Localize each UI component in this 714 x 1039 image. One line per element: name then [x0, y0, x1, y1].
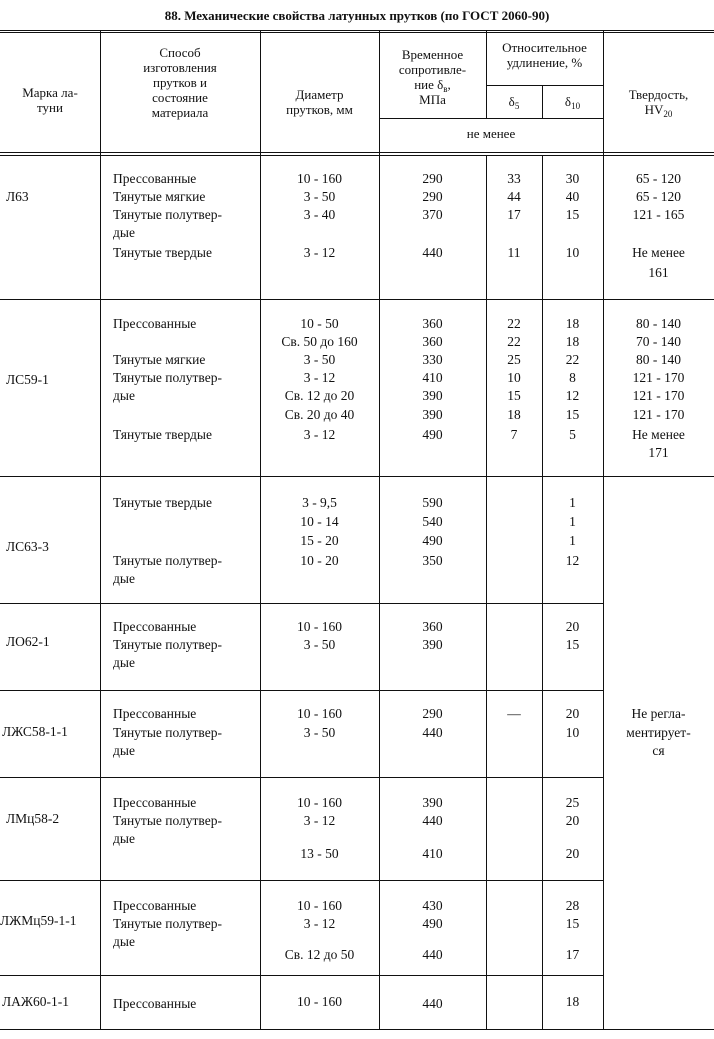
d10-cell: 5: [569, 427, 576, 442]
table-title: 88. Механические свойства латунных прутков (по ГОСТ 2060-90): [164, 8, 550, 23]
method-cell: Прессованные: [113, 316, 197, 331]
d10-cell: 10: [565, 725, 580, 740]
d10-cell: 18: [565, 316, 580, 331]
d10-cell: 12: [565, 388, 580, 403]
method-cell: дые: [113, 743, 135, 758]
diameter-cell: 15 - 20: [300, 533, 339, 548]
hardness-cell: 121 - 170: [632, 370, 685, 385]
d10-cell: 20: [565, 813, 580, 828]
header-method: Способ изготовления прутков и состояние материала: [143, 45, 217, 120]
strength-cell: 330: [422, 352, 443, 367]
diameter-cell: 10 - 160: [297, 994, 342, 1009]
method-cell: Тянутые полутвер-: [113, 916, 222, 931]
d10-cell: 15: [565, 207, 580, 222]
grade-label: ЛЖС58-1-1: [2, 724, 68, 739]
hardness-cell: 171: [648, 445, 669, 460]
method-cell: Прессованные: [113, 706, 197, 721]
hardness-note: ментирует-: [626, 725, 691, 740]
method-cell: Прессованные: [113, 898, 197, 913]
method-cell: Тянутые твердые: [113, 245, 212, 260]
diameter-cell: 3 - 50: [303, 725, 336, 740]
d5-cell: 22: [507, 334, 521, 349]
diameter-cell: 3 - 50: [303, 352, 336, 367]
method-cell: Тянутые полутвер-: [113, 553, 222, 568]
header-strength: Временное сопротивле- ние $\delta_в$, МПа: [398, 47, 467, 107]
method-cell: Тянутые полутвер-: [113, 813, 222, 828]
d10-cell: 1: [569, 495, 576, 510]
method-cell: Прессованные: [113, 996, 197, 1011]
grade-label: ЛЖМц59-1-1: [0, 913, 77, 928]
header-diameter: Диаметр прутков, мм: [286, 87, 353, 117]
d5-cell: 7: [510, 427, 518, 442]
header-hardness: Твердость, $HV_{20}$: [628, 87, 689, 119]
strength-cell: 360: [422, 619, 443, 634]
d10-cell: 17: [565, 947, 580, 962]
method-cell: дые: [113, 225, 135, 240]
d5-cell: 17: [507, 207, 521, 222]
method-cell: Тянутые полутвер-: [113, 207, 222, 222]
hardness-cell: 80 - 140: [636, 352, 681, 367]
strength-cell: 370: [422, 207, 443, 222]
method-cell: дые: [113, 388, 135, 403]
strength-cell: 390: [422, 637, 443, 652]
diameter-cell: 3 - 12: [303, 370, 336, 385]
method-cell: Прессованные: [113, 619, 197, 634]
d5-cell: 11: [507, 245, 521, 260]
strength-cell: 440: [422, 996, 443, 1011]
hardness-cell: Не менее: [632, 427, 685, 442]
strength-cell: 290: [422, 706, 443, 721]
hardness-cell: 121 - 170: [632, 407, 685, 422]
strength-cell: 360: [422, 316, 443, 331]
d10-cell: 8: [569, 370, 576, 385]
strength-cell: 440: [422, 947, 443, 962]
diameter-cell: 10 - 50: [300, 316, 339, 331]
method-cell: дые: [113, 934, 135, 949]
method-cell: Прессованные: [113, 171, 197, 186]
header-elongation: Относительное удлинение, %: [502, 40, 587, 70]
method-cell: Прессованные: [113, 795, 197, 810]
strength-cell: 540: [422, 514, 443, 529]
d5-cell: 18: [507, 407, 521, 422]
hardness-cell: 121 - 165: [632, 207, 685, 222]
d10-cell: 20: [565, 846, 580, 861]
d10-cell: 30: [565, 171, 580, 186]
d10-cell: 20: [565, 706, 580, 721]
strength-cell: 350: [422, 553, 443, 568]
hardness-note: ся: [652, 743, 665, 758]
method-cell: Тянутые полутвер-: [113, 370, 222, 385]
d5-cell: 22: [507, 316, 521, 331]
diameter-cell: 10 - 14: [300, 514, 339, 529]
diameter-cell: 3 - 50: [303, 189, 336, 204]
hardness-note: Не регла-: [631, 706, 686, 721]
method-cell: Тянутые полутвер-: [113, 725, 222, 740]
strength-cell: 440: [422, 813, 443, 828]
grade-label: ЛС63-3: [6, 539, 49, 554]
grade-label: Л63: [6, 189, 29, 204]
strength-cell: 440: [422, 725, 443, 740]
method-cell: Тянутые твердые: [113, 495, 212, 510]
diameter-cell: 3 - 12: [303, 813, 336, 828]
method-cell: Тянутые мягкие: [113, 352, 206, 367]
d5-cell: 15: [507, 388, 521, 403]
strength-cell: 360: [422, 334, 443, 349]
header-d5: $\delta_5$: [508, 94, 520, 111]
hardness-cell: 65 - 120: [636, 189, 681, 204]
hardness-cell: 65 - 120: [636, 171, 681, 186]
diameter-cell: 10 - 20: [300, 553, 339, 568]
method-cell: Тянутые полутвер-: [113, 637, 222, 652]
diameter-cell: 13 - 50: [300, 846, 339, 861]
method-cell: Тянутые твердые: [113, 427, 212, 442]
d5-dash: —: [507, 706, 521, 721]
diameter-cell: Св. 20 до 40: [284, 407, 355, 422]
hardness-cell: 121 - 170: [632, 388, 685, 403]
d10-cell: 20: [565, 619, 580, 634]
diameter-cell: 3 - 12: [303, 916, 336, 931]
d10-cell: 1: [569, 514, 576, 529]
diameter-cell: 10 - 160: [297, 795, 342, 810]
d10-cell: 12: [565, 553, 580, 568]
strength-cell: 430: [422, 898, 443, 913]
diameter-cell: 3 - 12: [303, 427, 336, 442]
grade-label: ЛМц58-2: [6, 811, 60, 826]
hardness-cell: 80 - 140: [636, 316, 681, 331]
strength-cell: 290: [422, 171, 443, 186]
d5-cell: 44: [507, 189, 521, 204]
strength-cell: 390: [422, 407, 443, 422]
d10-cell: 1: [569, 533, 576, 548]
diameter-cell: 10 - 160: [297, 171, 342, 186]
d10-cell: 18: [565, 994, 580, 1009]
strength-cell: 490: [422, 533, 443, 548]
diameter-cell: 3 - 40: [303, 207, 336, 222]
strength-cell: 410: [422, 370, 443, 385]
diameter-cell: 10 - 160: [297, 706, 342, 721]
d5-cell: 25: [507, 352, 521, 367]
d10-cell: 40: [565, 189, 580, 204]
d10-cell: 10: [565, 245, 580, 260]
grade-label: ЛО62-1: [6, 634, 50, 649]
header-grade: Марка ла- туни: [22, 85, 78, 115]
d10-cell: 15: [565, 637, 580, 652]
diameter-cell: 3 - 9,5: [302, 495, 337, 510]
strength-cell: 490: [422, 916, 443, 931]
strength-cell: 410: [422, 846, 443, 861]
d10-cell: 28: [565, 898, 580, 913]
diameter-cell: Св. 12 до 20: [284, 388, 355, 403]
method-cell: дые: [113, 831, 135, 846]
d10-cell: 18: [565, 334, 580, 349]
strength-cell: 490: [422, 427, 443, 442]
d10-cell: 15: [565, 407, 580, 422]
grade-label: ЛС59-1: [6, 372, 49, 387]
diameter-cell: Св. 12 до 50: [284, 947, 355, 962]
diameter-cell: Св. 50 до 160: [281, 334, 358, 349]
header-d10: $\delta_{10}$: [564, 94, 581, 111]
method-cell: Тянутые мягкие: [113, 189, 206, 204]
d5-cell: 10: [507, 370, 521, 385]
d10-cell: 25: [565, 795, 580, 810]
diameter-cell: 3 - 50: [303, 637, 336, 652]
diameter-cell: 10 - 160: [297, 898, 342, 913]
method-cell: дые: [113, 571, 135, 586]
strength-cell: 390: [422, 388, 443, 403]
strength-cell: 290: [422, 189, 443, 204]
header-not-less: не менее: [466, 126, 516, 141]
d10-cell: 15: [565, 916, 580, 931]
hardness-cell: Не менее: [632, 245, 685, 260]
strength-cell: 440: [422, 245, 443, 260]
strength-cell: 390: [422, 795, 443, 810]
diameter-cell: 10 - 160: [297, 619, 342, 634]
diameter-cell: 3 - 12: [303, 245, 336, 260]
method-cell: дые: [113, 655, 135, 670]
hardness-cell: 70 - 140: [636, 334, 681, 349]
hardness-cell: 161: [648, 265, 669, 280]
strength-cell: 590: [422, 495, 443, 510]
grade-label: ЛАЖ60-1-1: [2, 994, 69, 1009]
d10-cell: 22: [565, 352, 580, 367]
d5-cell: 33: [507, 171, 521, 186]
